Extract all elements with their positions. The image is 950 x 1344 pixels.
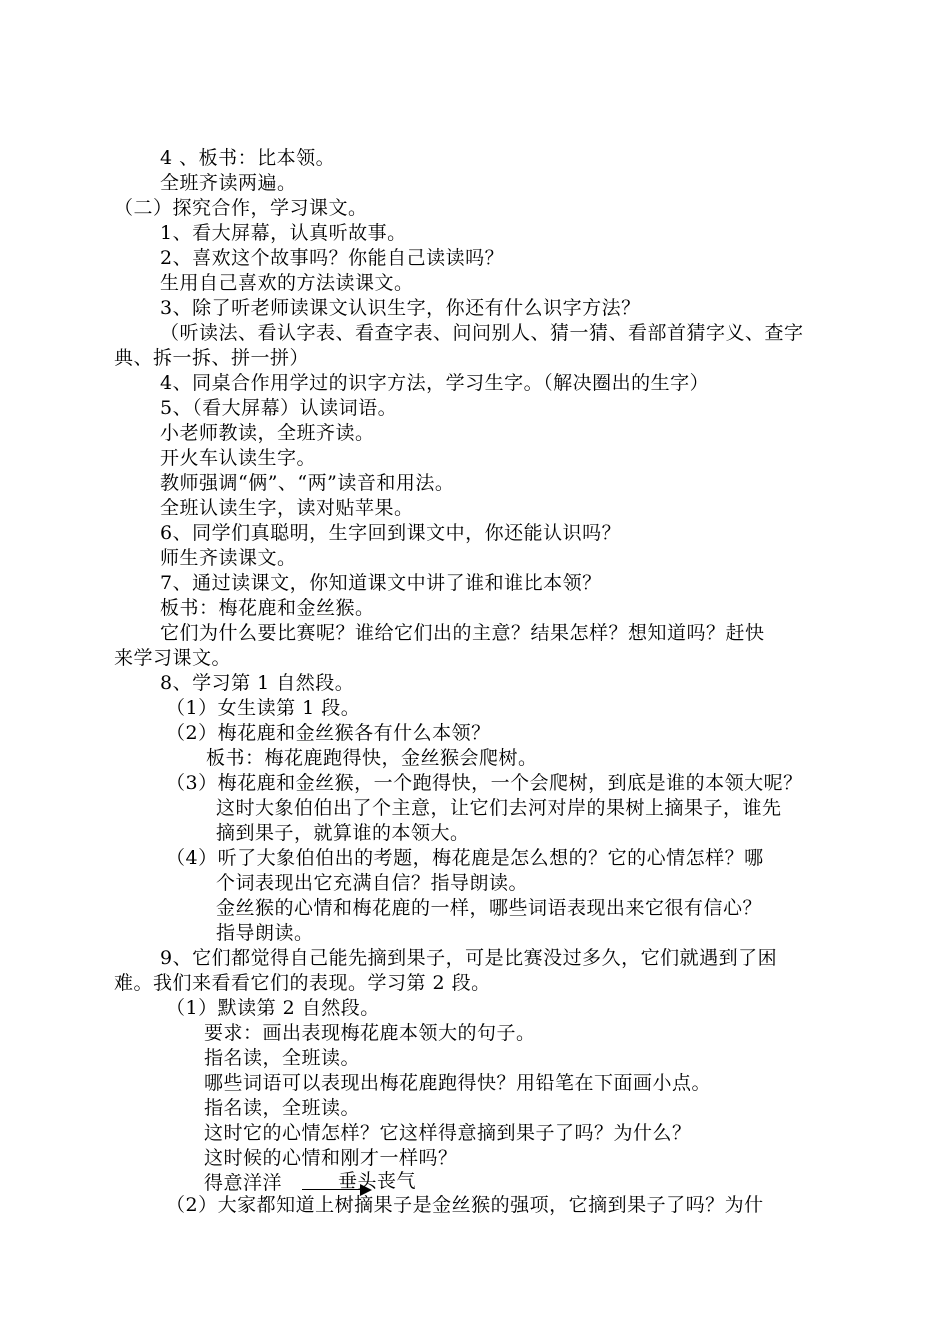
text-line: 7、通过读课文，你知道课文中讲了谁和谁比本领？ bbox=[160, 572, 602, 594]
text-line: 摘到果子，就算谁的本领大。 bbox=[216, 822, 470, 844]
text-line: 来学习课文。 bbox=[114, 647, 232, 669]
text-line: （2）梅花鹿和金丝猴各有什么本领？ bbox=[166, 722, 491, 744]
text-line: 它们为什么要比赛呢？谁给它们出的主意？结果怎样？想知道吗？赶快 bbox=[160, 622, 765, 644]
text-line: 板书：梅花鹿和金丝猴。 bbox=[160, 597, 375, 619]
text-line: 8、学习第 1 自然段。 bbox=[160, 672, 355, 694]
text-line: 生用自己喜欢的方法读课文。 bbox=[160, 272, 414, 294]
text-line: 开火车认读生字。 bbox=[160, 447, 317, 469]
text-line: （4）听了大象伯伯出的考题，梅花鹿是怎么想的？它的心情怎样？哪 bbox=[166, 847, 764, 869]
text-line: 个词表现出它充满自信？指导朗读。 bbox=[216, 872, 529, 894]
text-line: 1、看大屏幕，认真听故事。 bbox=[160, 222, 407, 244]
text-line: 全班认读生字，读对贴苹果。 bbox=[160, 497, 414, 519]
text-line: 9、它们都觉得自己能先摘到果子，可是比赛没过多久，它们就遇到了困 bbox=[160, 947, 778, 969]
text-line: 这时它的心情怎样？它这样得意摘到果子了吗？为什么？ bbox=[204, 1122, 692, 1144]
text-line: 指导朗读。 bbox=[216, 922, 314, 944]
text-line: 这时大象伯伯出了个主意，让它们去河对岸的果树上摘果子，谁先 bbox=[216, 797, 782, 819]
text-line: 全班齐读两遍。 bbox=[160, 172, 297, 194]
mood-word-after: 垂头丧气 bbox=[338, 1170, 417, 1192]
text-line: 指名读，全班读。 bbox=[204, 1097, 361, 1119]
text-line: 小老师教读，全班齐读。 bbox=[160, 422, 375, 444]
text-line: 这时候的心情和刚才一样吗？ bbox=[204, 1147, 458, 1169]
text-line: 3、除了听老师读课文认识生字，你还有什么识字方法？ bbox=[160, 297, 641, 319]
text-line: 6、同学们真聪明，生字回到课文中，你还能认识吗？ bbox=[160, 522, 622, 544]
text-line: 2、喜欢这个故事吗？你能自己读读吗？ bbox=[160, 247, 505, 269]
text-line: 板书：梅花鹿跑得快，金丝猴会爬树。 bbox=[206, 747, 538, 769]
text-line: （听读法、看认字表、看查字表、问问别人、猜一猜、看部首猜字义、查字 bbox=[160, 322, 804, 344]
text-line: 5、（看大屏幕）认读词语。 bbox=[160, 397, 398, 419]
text-line: （3）梅花鹿和金丝猴，一个跑得快，一个会爬树，到底是谁的本领大呢？ bbox=[166, 772, 803, 794]
text-line: 教师强调“俩”、“两”读音和用法。 bbox=[160, 472, 455, 494]
text-line: 典、拆一拆、拼一拼） bbox=[114, 347, 310, 369]
text-line: 4、同桌合作用学过的识字方法，学习生字。（解决圈出的生字） bbox=[160, 372, 710, 394]
text-line: 要求：画出表现梅花鹿本领大的句子。 bbox=[204, 1022, 536, 1044]
text-line: （1）默读第 2 自然段。 bbox=[166, 997, 380, 1019]
text-line: 哪些词语可以表现出梅花鹿跑得快？用铅笔在下面画小点。 bbox=[204, 1072, 712, 1094]
text-line: 金丝猴的心情和梅花鹿的一样，哪些词语表现出来它很有信心？ bbox=[216, 897, 763, 919]
text-line: 难。我们来看看它们的表现。学习第 2 段。 bbox=[114, 972, 491, 994]
section-heading: （二）探究合作，学习课文。 bbox=[114, 197, 368, 219]
text-line: （1）女生读第 1 段。 bbox=[166, 697, 361, 719]
text-line: 师生齐读课文。 bbox=[160, 547, 297, 569]
mood-word-before: 得意洋洋 bbox=[204, 1172, 283, 1194]
text-line: 指名读，全班读。 bbox=[204, 1047, 361, 1069]
text-line: （2）大家都知道上树摘果子是金丝猴的强项，它摘到果子了吗？为什 bbox=[166, 1194, 764, 1216]
text-line: 4 、板书：比本领。 bbox=[160, 147, 336, 169]
